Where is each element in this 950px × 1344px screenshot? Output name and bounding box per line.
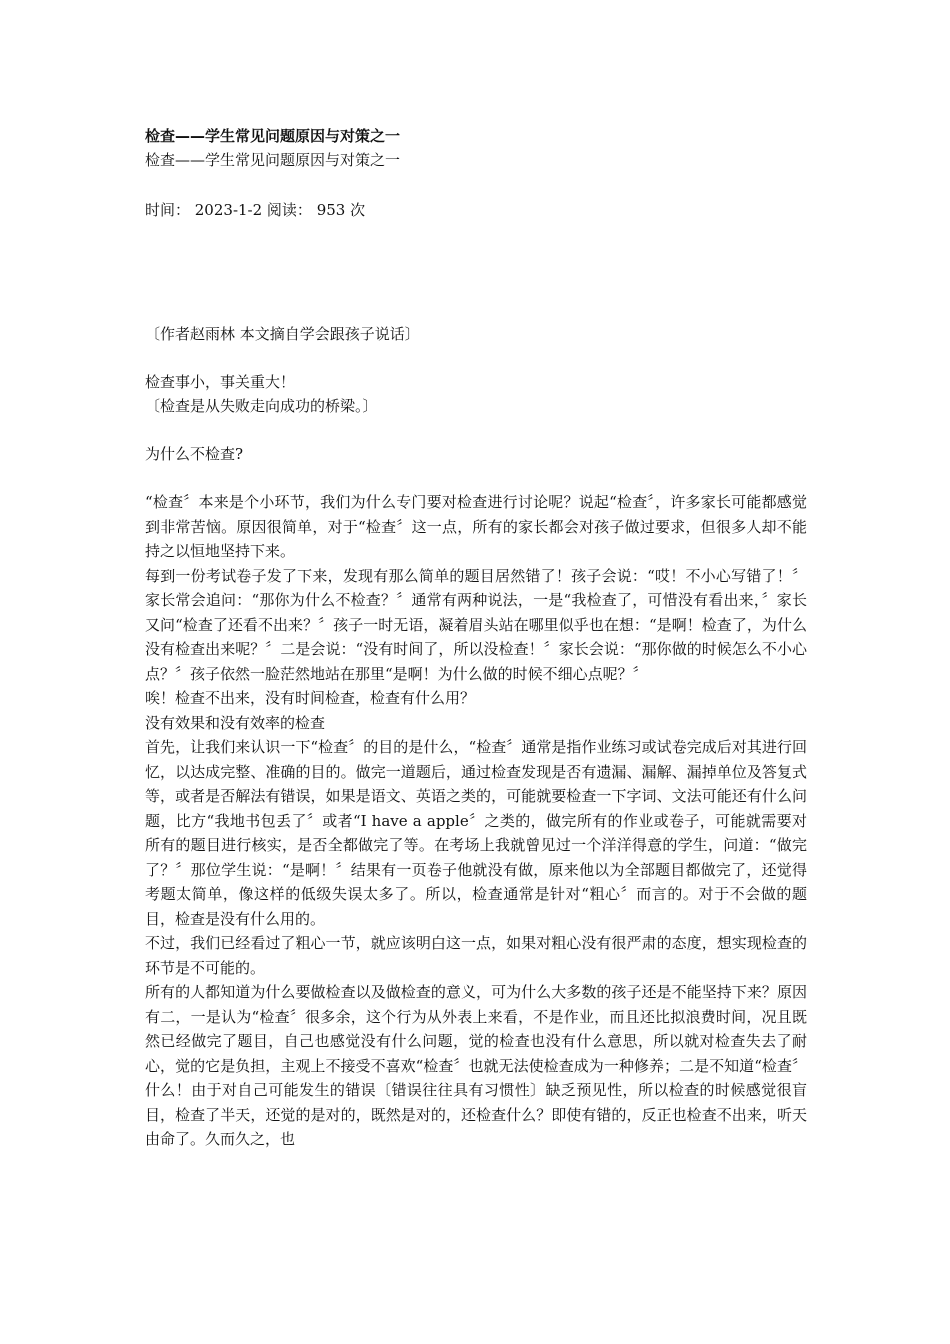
- body-paragraph: 唉！检查不出来，没有时间检查，检查有什么用？: [145, 689, 476, 707]
- body-subheading: 没有效果和没有效率的检查: [145, 713, 326, 732]
- body-paragraph: “检查〞本来是个小环节，我们为什么专门要对检查进行讨论呢？说起“检查〞，许多家长可能都感觉到非常苦恼。原因很简单，对于“检查〞这一点，所有的家长都会对孩子做过要求，但很多人却不能持之以恒地坚持下来。: [145, 493, 807, 560]
- tagline-secondary: 〔检查是从失败走向成功的桥梁。〕: [145, 397, 378, 415]
- tagline-primary: 检查事小，事关重大！: [145, 373, 296, 391]
- document-title: 检查——学生常见问题原因与对策之一: [145, 151, 401, 169]
- document-title-bold: 检查——学生常见问题原因与对策之一: [145, 127, 401, 145]
- body-paragraph: 每到一份考试卷子发了下来，发现有那么简单的题目居然错了！孩子会说：“哎！不小心写错了！〞家长常会追问：“那你为什么不检查？〞通常有两种说法，一是“我检查了，可惜没有看出来，〞家长又问“检查了还看不出来？〞孩子一时无语，凝着眉头站在哪里似乎也在想：“是啊！检查了，为什么没有检查出来呢？〞二是会说：“没有时间了，所以没检查！〞家长会说：“那你做的时候怎么不小心点？〞孩子依然一脸茫然地站在那里“是啊！为什么做的时候不细心点呢？〞: [145, 566, 807, 683]
- document-page: [145, 124, 807, 1152]
- section-heading: 为什么不检查?: [145, 445, 244, 463]
- body-paragraph: 首先，让我们来认识一下“检查〞的目的是什么，“检查〞通常是指作业练习或试卷完成后对其进行回忆，以达成完整、准确的目的。做完一道题后，通过检查发现是否有遗漏、漏解、漏掉单位及答复式等，或者是否解法有错误，如果是语文、英语之类的，可能就要检查一下字词、文法可能还有什么问题，比方“我地书包丢了〞或者“I have a apple〞之类的，做完所有的作业或卷子，可能就需要对所有的题目进行核实，是否全都做完了等。在考场上我就曾见过一个洋洋得意的学生，问道：“做完了？〞那位学生说：“是啊！〞结果有一页卷子他就没有做，原来他以为全部题目都做完了，还觉得考题太简单，像这样的低级失误太多了。所以，检查通常是针对“粗心〞而言的。对于不会做的题目，检查是没有什么用的。: [145, 738, 807, 928]
- body-paragraph: 不过，我们已经看过了粗心一节，就应该明白这一点，如果对粗心没有很严肃的态度，想实现检查的环节是不可能的。: [145, 934, 807, 977]
- publish-meta: 时间： 2023-1-2 阅读： 953 次: [145, 201, 366, 219]
- author-note: 〔作者赵雨林 本文摘自学会跟孩子说话〕: [145, 325, 420, 343]
- body-paragraph: 所有的人都知道为什么要做检查以及做检查的意义，可为什么大多数的孩子还是不能坚持下来？原因有二，一是认为“检查〞很多余，这个行为从外表上来看，不是作业，而且还比拟浪费时间，况且既然已经做完了题目，自己也感觉没有什么问题，觉的检查也没有什么意思，所以就对检查失去了耐心，觉的它是负担，主观上不接受不喜欢“检查〞也就无法使检查成为一种修养；二是不知道“检查〞什么！由于对自己可能发生的错误〔错误往往具有习惯性〕缺乏预见性，所以检查的时候感觉很盲目，检查了半天，还觉的是对的，既然是对的，还检查什么？即使有错的，反正也检查不出来，听天由命了。久而久之，也: [145, 983, 807, 1148]
